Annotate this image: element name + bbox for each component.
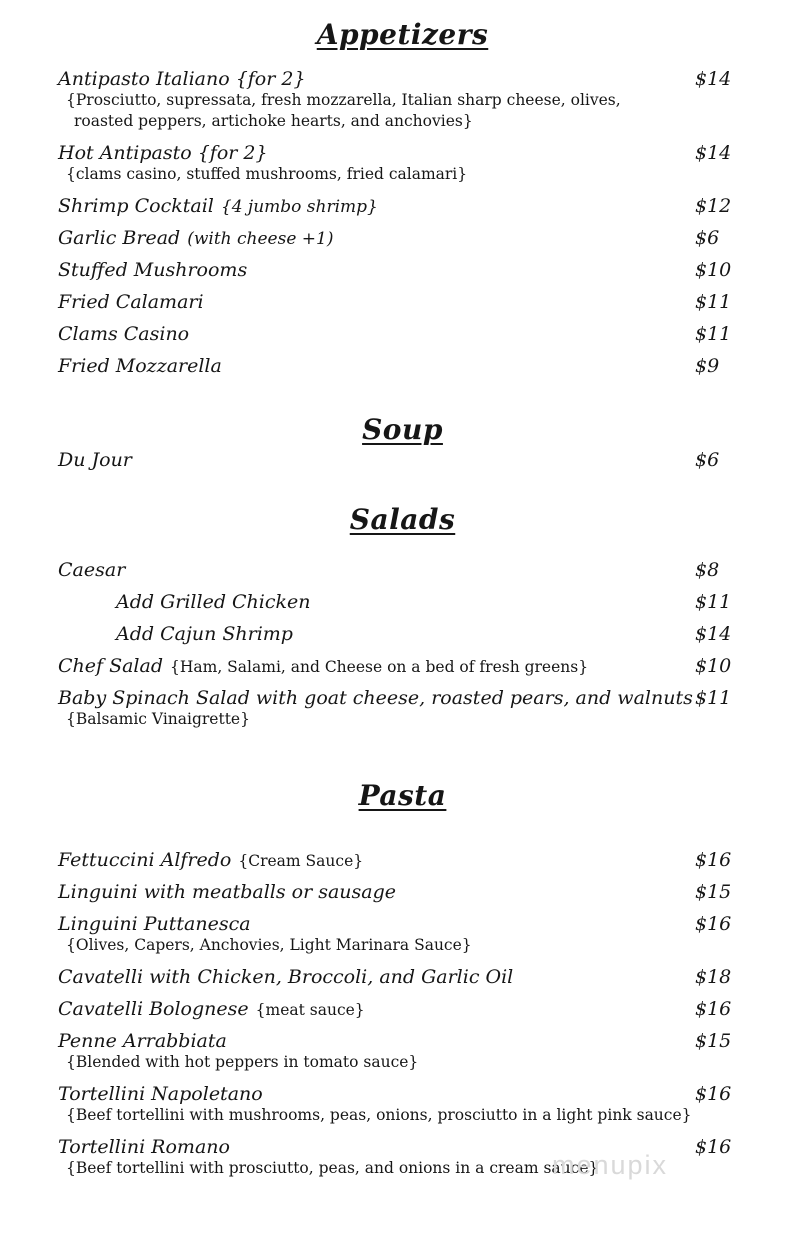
- menupix-watermark: menupix: [552, 1150, 669, 1180]
- item-price: $16: [695, 1083, 732, 1105]
- menu-item-row: [58, 655, 747, 677]
- item-name: Linguini with meatballs or sausage: [58, 881, 397, 903]
- menu-item: [58, 966, 747, 988]
- menu-item-row: [58, 227, 747, 249]
- item-price: $6: [695, 227, 720, 249]
- item-description-line: {Blended with hot peppers in tomato sauce}: [66, 1053, 419, 1071]
- item-name: Fried Mozzarella: [58, 355, 222, 377]
- item-name-wrap: [58, 966, 695, 988]
- item-price: $16: [695, 849, 732, 871]
- section-title-salads: [58, 503, 747, 537]
- item-price: $18: [695, 966, 732, 988]
- item-name: Garlic Bread: [58, 227, 181, 249]
- item-name-wrap: [58, 881, 695, 903]
- item-description-line: {clams casino, stuffed mushrooms, fried calamari}: [66, 165, 468, 183]
- item-description-line: roasted peppers, artichoke hearts, and anchovies}: [74, 112, 473, 130]
- menu-item-row: [58, 195, 747, 217]
- item-price: $9: [695, 355, 720, 377]
- menu-item: [58, 913, 747, 956]
- item-name-wrap: [58, 227, 695, 249]
- item-price: $10: [695, 259, 732, 281]
- item-price: $11: [695, 323, 732, 345]
- menu-item-row: [58, 449, 747, 471]
- item-name-wrap: [58, 998, 695, 1020]
- menu-item-row: [58, 849, 747, 871]
- item-price: $14: [695, 68, 732, 90]
- item-name-wrap: [58, 849, 695, 871]
- menu-item: [58, 998, 747, 1020]
- item-name: Fettuccini Alfredo: [58, 849, 232, 871]
- item-price: $16: [695, 1136, 732, 1158]
- item-name: Tortellini Romano: [58, 1136, 230, 1158]
- menu-item: [58, 1083, 747, 1126]
- item-name: Du Jour: [58, 449, 132, 471]
- section-soup: [58, 413, 747, 471]
- menu-item-row: [58, 142, 747, 164]
- menu-item-row: [58, 623, 747, 645]
- menu-item-row: [58, 591, 747, 613]
- item-name: Clams Casino: [58, 323, 190, 345]
- item-name-wrap: [116, 623, 695, 645]
- item-name: Tortellini Napoletano: [58, 1083, 263, 1105]
- menu-item: [58, 259, 747, 281]
- item-name-wrap: [58, 655, 695, 677]
- item-price: $12: [695, 195, 732, 217]
- item-name-wrap: [58, 355, 695, 377]
- menu-page: [0, 18, 787, 1179]
- item-name-wrap: [58, 913, 695, 935]
- item-name-note: {4 jumbo shrimp}: [220, 197, 378, 217]
- section-items: [58, 559, 747, 730]
- item-name-wrap: [58, 1083, 695, 1105]
- item-name: Caesar: [58, 559, 126, 581]
- section-title-text: Salads: [349, 503, 456, 536]
- item-name-wrap: [58, 68, 695, 90]
- item-name-wrap: [58, 291, 695, 313]
- item-name: Linguini Puttanesca: [58, 913, 251, 935]
- menu-item: [58, 687, 747, 730]
- item-name-note: (with cheese +1): [187, 229, 334, 249]
- item-name: Chef Salad: [58, 655, 164, 677]
- item-price: $14: [695, 142, 732, 164]
- item-name-wrap: [58, 323, 695, 345]
- menu-item: [58, 68, 747, 132]
- menu-item-row: [58, 881, 747, 903]
- item-name-wrap: [58, 142, 695, 164]
- item-price: $15: [695, 1030, 732, 1052]
- item-price: $16: [695, 998, 732, 1020]
- section-title-text: Soup: [362, 413, 443, 446]
- item-name: Baby Spinach Salad with goat cheese, roasted pears, and walnuts: [58, 687, 693, 709]
- item-name: Shrimp Cocktail: [58, 195, 214, 217]
- menu-item-row: [58, 913, 747, 935]
- item-name-wrap: [116, 591, 695, 613]
- item-price: $16: [695, 913, 732, 935]
- item-name-wrap: [58, 195, 695, 217]
- item-price: $11: [695, 591, 732, 613]
- section-title-text: Appetizers: [316, 18, 489, 51]
- section-title-pasta: [58, 779, 747, 813]
- item-price: $11: [695, 291, 732, 313]
- menu-item: [58, 323, 747, 345]
- menu-item: [58, 881, 747, 903]
- menu-item-row: [58, 259, 747, 281]
- menu-item: [58, 291, 747, 313]
- item-name-wrap: [58, 259, 695, 281]
- item-price: $6: [695, 449, 720, 471]
- item-inline-description: {meat sauce}: [255, 1001, 365, 1019]
- section-title-soup: [58, 413, 747, 447]
- menu-item-row: [58, 1030, 747, 1052]
- item-name-wrap: [58, 1030, 695, 1052]
- item-name: Add Cajun Shrimp: [116, 623, 293, 645]
- menu-item: [58, 1030, 747, 1073]
- menu-item-row: [58, 355, 747, 377]
- menu-item-row: [58, 687, 747, 709]
- section-items: [58, 449, 747, 471]
- menu-item: [58, 227, 747, 249]
- item-name: Hot Antipasto {for 2}: [58, 142, 268, 164]
- menu-item-row: [58, 323, 747, 345]
- menu-item-row: [58, 559, 747, 581]
- item-price: $8: [695, 559, 720, 581]
- item-name: Fried Calamari: [58, 291, 204, 313]
- menu-item: [58, 623, 747, 645]
- item-name: Antipasto Italiano {for 2}: [58, 68, 306, 90]
- item-name: Cavatelli Bolognese: [58, 998, 249, 1020]
- section-salads: [58, 503, 747, 730]
- item-name-wrap: [58, 559, 695, 581]
- menu-item: [58, 849, 747, 871]
- menu-item: [58, 142, 747, 185]
- section-title-appetizers: [58, 18, 747, 52]
- menu-item: [58, 559, 747, 581]
- menu-item: [58, 355, 747, 377]
- item-description-line: {Prosciutto, supressata, fresh mozzarella, Italian sharp cheese, olives,: [66, 91, 621, 109]
- menu-item-row: [58, 1083, 747, 1105]
- item-description-line: {Olives, Capers, Anchovies, Light Marinara Sauce}: [66, 936, 472, 954]
- menu-item: [58, 591, 747, 613]
- menu-item-row: [58, 68, 747, 90]
- menu-item-row: [58, 291, 747, 313]
- item-price: $14: [695, 623, 732, 645]
- menu-item-row: [58, 998, 747, 1020]
- item-description-line: {Balsamic Vinaigrette}: [66, 710, 250, 728]
- item-inline-description: {Ham, Salami, and Cheese on a bed of fresh greens}: [170, 658, 589, 676]
- section-items: [58, 68, 747, 377]
- menu-item: [58, 655, 747, 677]
- item-price: $15: [695, 881, 732, 903]
- item-name: Stuffed Mushrooms: [58, 259, 248, 281]
- item-name-wrap: [58, 449, 695, 471]
- section-pasta: [58, 779, 747, 1179]
- section-title-text: Pasta: [358, 779, 447, 812]
- item-name: Penne Arrabbiata: [58, 1030, 227, 1052]
- item-name-wrap: [58, 687, 695, 709]
- section-appetizers: [58, 18, 747, 377]
- item-name: Cavatelli with Chicken, Broccoli, and Garlic Oil: [58, 966, 514, 988]
- item-name: Add Grilled Chicken: [116, 591, 311, 613]
- menu-item: [58, 195, 747, 217]
- section-items: [58, 849, 747, 1179]
- menu-item-row: [58, 966, 747, 988]
- item-price: $11: [695, 687, 732, 709]
- item-description-line: {Beef tortellini with prosciutto, peas, and onions in a cream sauce}: [66, 1159, 599, 1177]
- item-inline-description: {Cream Sauce}: [238, 852, 364, 870]
- item-description-line: {Beef tortellini with mushrooms, peas, onions, prosciutto in a light pink sauce}: [66, 1106, 692, 1124]
- item-price: $10: [695, 655, 732, 677]
- menu-item: [58, 449, 747, 471]
